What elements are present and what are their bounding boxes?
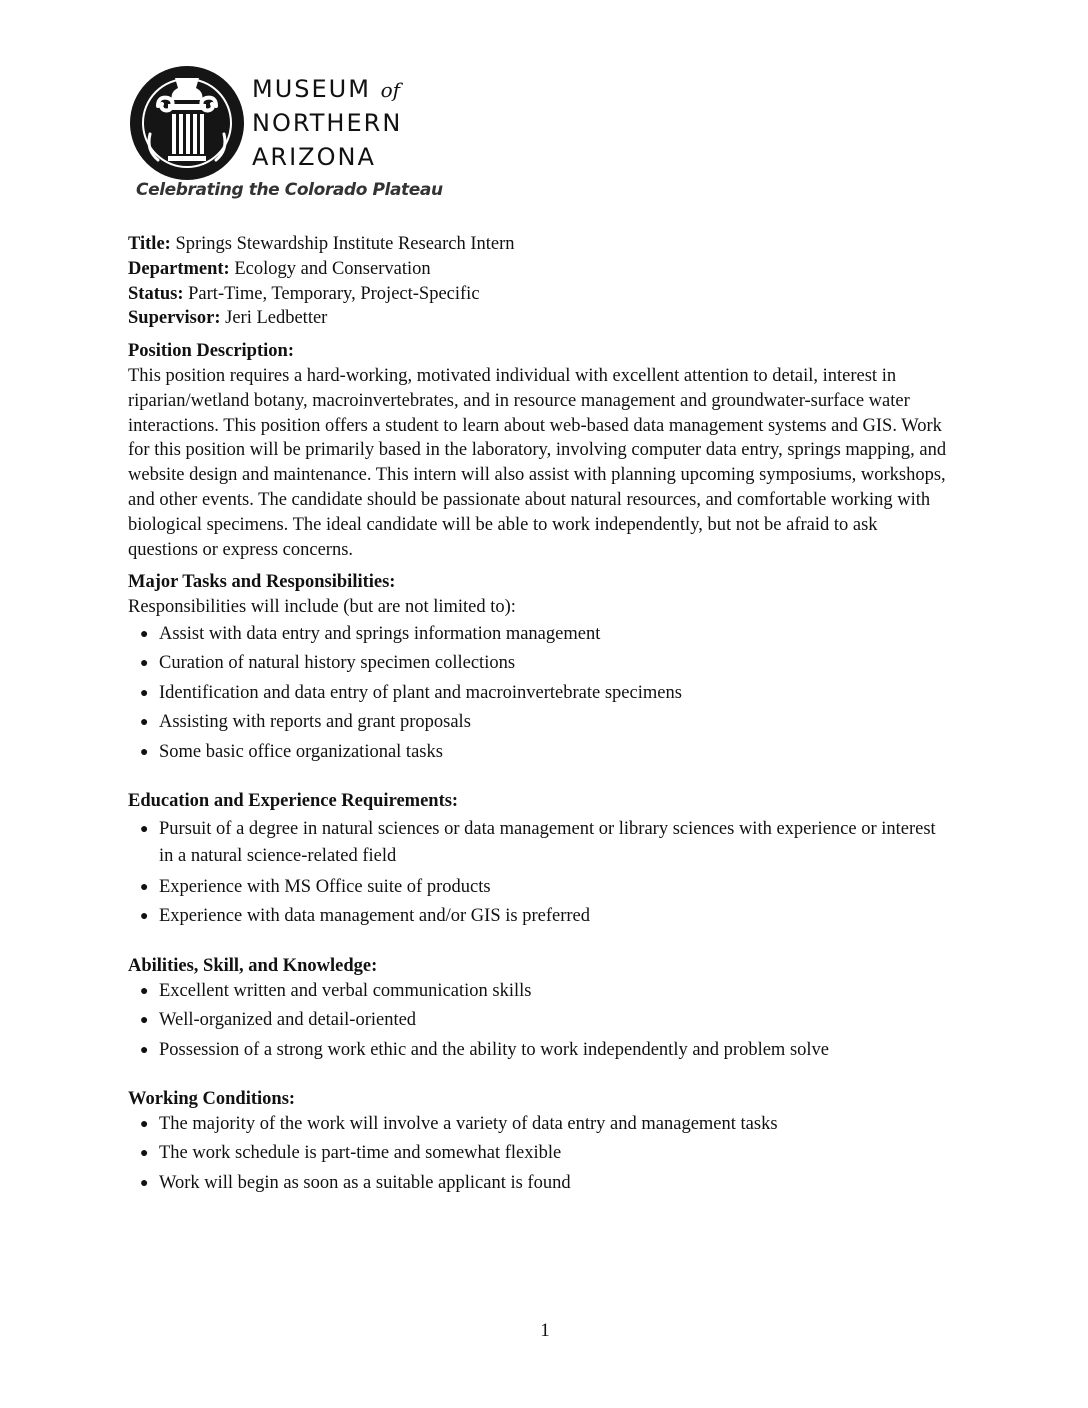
wordmark-of: of	[380, 78, 401, 102]
position-heading: Position Description:	[128, 341, 294, 362]
list-item: ● Experience with data management and/or GIS is preferred	[128, 904, 948, 929]
bullet-icon: ●	[140, 879, 149, 895]
conditions-heading: Working Conditions:	[128, 1089, 296, 1110]
list-item: ● Pursuit of a degree in natural sciences or data management or library sciences with experience or interest in a natural science-related field	[128, 816, 948, 870]
meta-supervisor-value: Jeri Ledbetter	[225, 308, 328, 329]
bullet-icon: ●	[140, 1116, 149, 1132]
list-item: ● Some basic office organizational tasks	[128, 740, 948, 765]
document-body	[128, 232, 948, 1200]
tasks-list	[128, 622, 948, 765]
wordmark-arizona: ARIZONA	[252, 143, 376, 171]
list-item: ● Work will begin as soon as a suitable applicant is found	[128, 1171, 948, 1196]
bullet-icon: ●	[140, 1175, 149, 1191]
meta-department-label: Department:	[128, 258, 230, 279]
list-item: ● Assisting with reports and grant proposals	[128, 710, 948, 735]
meta-supervisor	[128, 306, 948, 331]
job-meta	[128, 232, 948, 331]
abilities-section	[128, 954, 948, 1063]
logo-tagline: Celebrating the Colorado Plateau	[136, 180, 443, 200]
meta-title	[128, 232, 948, 257]
conditions-list	[128, 1112, 948, 1196]
list-item: ● Identification and data entry of plant and macroinvertebrate specimens	[128, 681, 948, 706]
list-item: ● Possession of a strong work ethic and the ability to work independently and problem solve	[128, 1038, 948, 1063]
meta-status	[128, 282, 948, 307]
list-item: ● The work schedule is part-time and somewhat flexible	[128, 1141, 948, 1166]
education-section	[128, 789, 948, 929]
position-section	[128, 339, 948, 562]
abilities-list	[128, 979, 948, 1063]
meta-title-value: Springs Stewardship Institute Research Intern	[175, 234, 515, 254]
museum-wordmark	[252, 72, 402, 174]
bullet-icon: ●	[140, 1146, 149, 1162]
list-item: ● Excellent written and verbal communication skills	[128, 979, 948, 1004]
bullet-icon: ●	[140, 744, 149, 760]
list-item: ● Curation of natural history specimen collections	[128, 651, 948, 676]
bullet-icon: ●	[140, 656, 149, 672]
tasks-section	[128, 570, 948, 765]
position-description: This position requires a hard-working, motivated individual with excellent attention to detail, interest in riparian/wetland botany, macroinvertebrates, and in resource management and groundwater-surface water interactions. This position offers a student to learn about web-based data management systems and GIS. Work for this position will be primarily based in the laboratory, involving computer data entry, springs mapping, and website design and maintenance. This intern will also assist with planning upcoming symposiums, workshops, and other events. The candidate should be passionate about natural resources, and comfortable working with biological specimens. The ideal candidate will be able to work independently, but not be afraid to ask questions or express concerns.	[128, 365, 947, 560]
list-item: ● Experience with MS Office suite of products	[128, 875, 948, 900]
bullet-icon: ●	[140, 685, 149, 701]
bullet-icon: ●	[140, 626, 149, 642]
tasks-heading: Major Tasks and Responsibilities:	[128, 572, 396, 593]
bullet-icon: ●	[140, 983, 149, 999]
bullet-icon: ●	[140, 1013, 149, 1029]
wordmark-museum: MUSEUM	[252, 75, 371, 103]
meta-department	[128, 257, 948, 282]
list-item: ● Assist with data entry and springs information management	[128, 622, 948, 647]
bullet-icon: ●	[140, 909, 149, 925]
tasks-intro: Responsibilities will include (but are not limited to):	[128, 597, 516, 618]
wordmark-northern: NORTHERN	[252, 109, 403, 137]
list-item: ● Well-organized and detail-oriented	[128, 1008, 948, 1033]
museum-logo	[128, 64, 548, 214]
museum-emblem-icon	[128, 64, 246, 182]
page-number: 1	[540, 1320, 550, 1341]
meta-department-value: Ecology and Conservation	[234, 258, 431, 279]
bullet-icon: ●	[140, 715, 149, 731]
abilities-heading: Abilities, Skill, and Knowledge:	[128, 955, 378, 976]
list-item: ● The majority of the work will involve a variety of data entry and management tasks	[128, 1112, 948, 1137]
education-list	[128, 816, 948, 929]
meta-title-label: Title:	[128, 234, 171, 254]
education-heading: Education and Experience Requirements:	[128, 791, 459, 812]
bullet-icon: ●	[140, 822, 149, 838]
bullet-icon: ●	[140, 1042, 149, 1058]
meta-status-value: Part-Time, Temporary, Project-Specific	[188, 283, 480, 304]
meta-supervisor-label: Supervisor:	[128, 308, 221, 329]
conditions-section	[128, 1087, 948, 1196]
meta-status-label: Status:	[128, 283, 184, 304]
